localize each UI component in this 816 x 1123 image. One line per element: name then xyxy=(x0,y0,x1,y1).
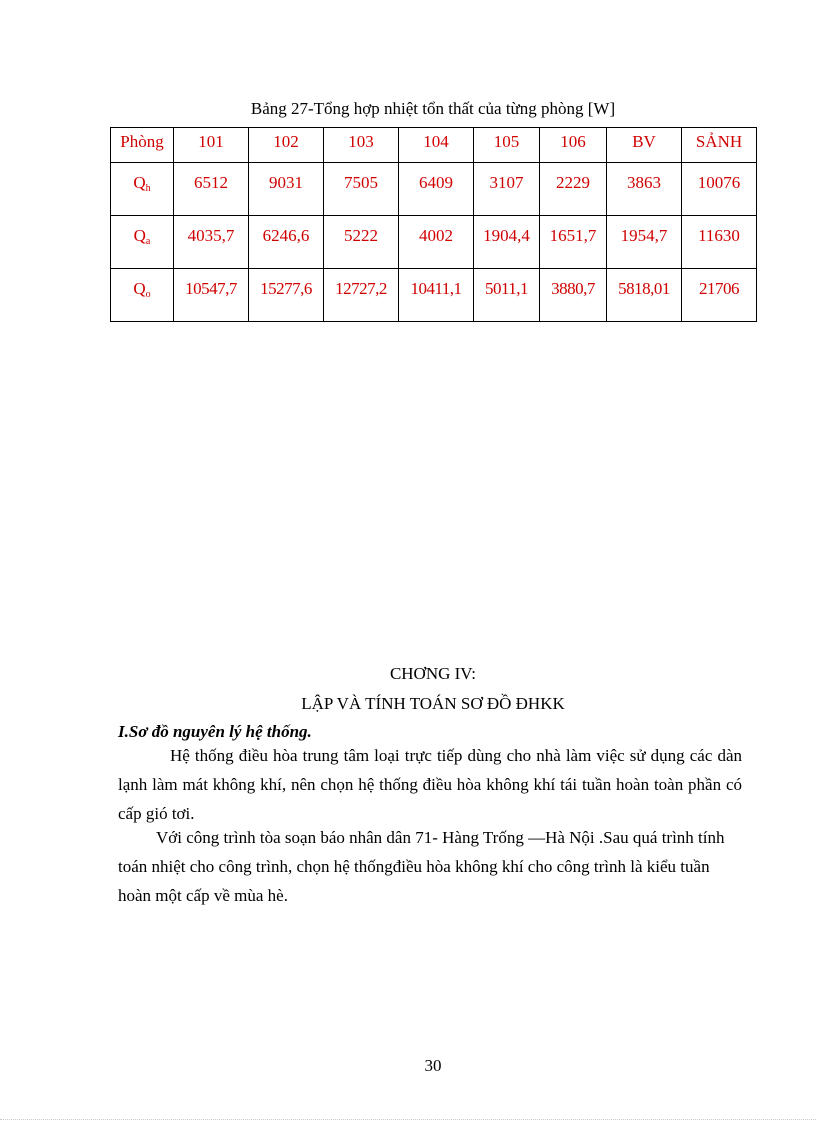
table-cell: 10411,1 xyxy=(399,269,474,322)
table-row-qa xyxy=(111,216,757,269)
table-cell: 1904,4 xyxy=(474,216,540,269)
chapter-title: LẬP VÀ TÍNH TOÁN SƠ ĐỒ ĐHKK xyxy=(301,694,565,713)
table-cell: 10076 xyxy=(682,163,757,216)
table-cell: 10547,7 xyxy=(174,269,249,322)
header-cell: 103 xyxy=(324,128,399,163)
row-label: $Q_a$ xyxy=(111,216,174,269)
table-caption: Bảng 27-Tổng hợp nhiệt tổn thất của từng phòng [W] xyxy=(250,99,616,118)
table-cell: 12727,2 xyxy=(324,269,399,322)
header-cell: 104 xyxy=(399,128,474,163)
table-cell: 6409 xyxy=(399,163,474,216)
paragraph-2: Với công trình tòa soạn báo nhân dân 71- Hàng Trống —Hà Nội .Sau quá trình tính toán nhiệt cho công trình, chọn hệ thốngđiều hòa không khí cho công trình là kiểu tuần hoàn một cấp về mùa hè. xyxy=(118,828,725,905)
section-heading: I.Sơ đồ nguyên lý hệ thống. xyxy=(118,722,312,741)
header-cell: BV xyxy=(607,128,682,163)
chapter-number: CHƠNG IV: xyxy=(389,664,477,683)
page-number: 30 xyxy=(424,1056,442,1075)
table-header-row xyxy=(111,128,757,163)
header-cell: SẢNH xyxy=(682,128,757,163)
table-cell: 1954,7 xyxy=(607,216,682,269)
header-cell: 105 xyxy=(474,128,540,163)
table-cell: 21706 xyxy=(682,269,757,322)
header-cell: 106 xyxy=(540,128,607,163)
table-cell: 5222 xyxy=(324,216,399,269)
row-label: $Q_o$ xyxy=(111,269,174,322)
table-cell: 2229 xyxy=(540,163,607,216)
table-cell: 4035,7 xyxy=(174,216,249,269)
table-cell: 5818,01 xyxy=(607,269,682,322)
table-cell: 6512 xyxy=(174,163,249,216)
table-cell: 9031 xyxy=(249,163,324,216)
table-cell: 11630 xyxy=(682,216,757,269)
row-label: $Q_h$ xyxy=(111,163,174,216)
table-cell: 3880,7 xyxy=(540,269,607,322)
table-cell: 15277,6 xyxy=(249,269,324,322)
paragraph-1: Hệ thống điều hòa trung tâm loại trực tiếp dùng cho nhà làm việc sử dụng các dàn lạnh làm mát không khí, nên chọn hệ thống điều hòa không khí tái tuần hoàn toàn phần có cấp gió tơi. xyxy=(118,746,742,823)
table-cell: 6246,6 xyxy=(249,216,324,269)
table-cell: 1651,7 xyxy=(540,216,607,269)
table-cell: 7505 xyxy=(324,163,399,216)
table-cell: 3863 xyxy=(607,163,682,216)
table-cell: 5011,1 xyxy=(474,269,540,322)
table-cell: 4002 xyxy=(399,216,474,269)
header-cell: Phòng xyxy=(111,128,174,163)
heat-loss-table xyxy=(110,127,757,322)
table-cell: 3107 xyxy=(474,163,540,216)
footer-divider xyxy=(0,1119,816,1120)
header-cell: 102 xyxy=(249,128,324,163)
table-row-qh xyxy=(111,163,757,216)
table-row-qo xyxy=(111,269,757,322)
header-cell: 101 xyxy=(174,128,249,163)
